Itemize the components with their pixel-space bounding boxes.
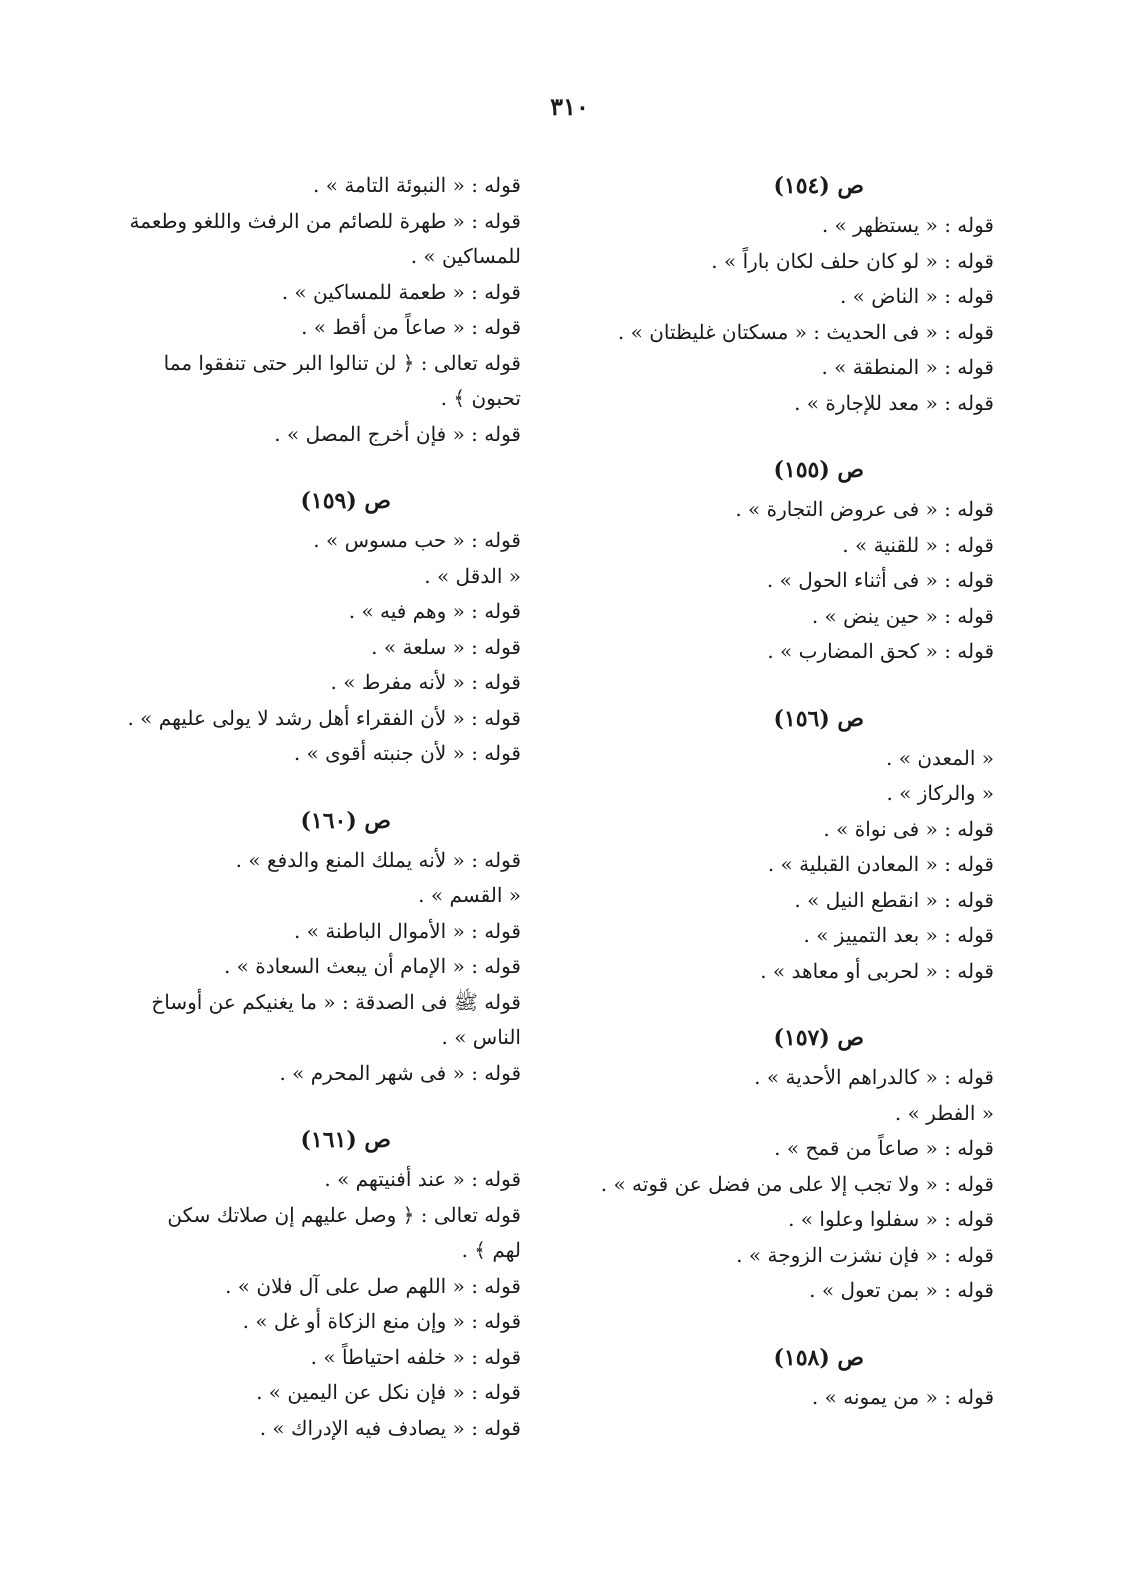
entry-line: قوله : « بمن تعول » .	[809, 1278, 994, 1302]
right-column	[544, 168, 994, 1446]
entry-line: قوله : « للقنية » .	[842, 532, 994, 557]
entry-line: قوله : « لأنه مفرط » .	[330, 670, 521, 694]
entry-line: قوله : « صاعاً من قمح » .	[774, 1136, 994, 1160]
entry-line: قوله : « صاعاً من أقط » .	[301, 315, 521, 339]
section	[126, 483, 521, 772]
entry-line: قوله : « وإن منع الزكاة أو غل » .	[242, 1309, 521, 1333]
entry-line: « المعدن » .	[886, 745, 994, 770]
entry-line: قوله : « النبوئة التامة » .	[313, 173, 521, 197]
entry-line: قوله : « فى نواة » .	[823, 816, 994, 841]
section	[126, 803, 521, 1092]
entry-line: قوله : « فى الحديث : « مسكتان غليظتان » .	[617, 319, 994, 344]
entry-line: « الدقل » .	[424, 563, 521, 588]
entry-line: قوله تعالى : ﴿ وصل عليهم إن صلاتك سكن	[167, 1202, 521, 1227]
entry-line: قوله : « سلعة » .	[371, 634, 521, 659]
section	[544, 1340, 994, 1416]
entry-line: قوله : « الناض » .	[839, 284, 994, 308]
entry-line: قوله : « انقطع النيل » .	[794, 887, 994, 912]
entry-line: قوله : « من يمونه » .	[811, 1384, 994, 1409]
entry-line: قوله : « وهم فيه » .	[348, 599, 521, 623]
section-heading: ص (١٥٥)	[773, 457, 864, 483]
entry-line: قوله : « لأن جنبته أقوى » .	[293, 741, 521, 765]
section-heading: ص (١٥٧)	[773, 1025, 864, 1051]
section-heading: ص (١٥٨)	[773, 1344, 864, 1371]
entry-line: قوله : « فى عروض التجارة » .	[735, 497, 994, 521]
entry-line: قوله : « لحربى أو معاهد » .	[760, 958, 994, 983]
section-heading: ص (١٥٦)	[773, 705, 864, 732]
entry-line: قوله : « يستظهر » .	[821, 213, 994, 237]
entry-line: قوله : « فى أثناء الحول » .	[766, 568, 994, 592]
entry-line: لهم ﴾ .	[461, 1238, 521, 1262]
entry-line: الناس » .	[441, 1025, 521, 1049]
entry-line: « والركاز » .	[886, 781, 994, 805]
entry-line: « القسم » .	[418, 883, 521, 907]
entry-line: قوله : « لو كان حلف لكان باراً » .	[711, 248, 994, 273]
entry-line: قوله : « طعمة للمساكين » .	[281, 279, 521, 304]
entry-line: تحبون ﴾ .	[440, 386, 521, 410]
entry-line: قوله : « طهرة للصائم من الرفث واللغو وطعمة	[129, 208, 521, 233]
entry-line: قوله : « لأن الفقراء أهل رشد لا يولى عليهم » .	[127, 705, 521, 730]
page-number: ٣١٠	[550, 92, 589, 121]
section-heading: ص (١٦٠)	[300, 807, 391, 834]
entry-line: قوله : « حين ينض » .	[811, 603, 994, 628]
entry-line: قوله : « فإن أخرج المصل » .	[274, 421, 521, 446]
section	[544, 1020, 994, 1309]
left-column	[126, 168, 521, 1477]
entry-line: قوله : « الإمام أن يبعث السعادة » .	[223, 954, 521, 978]
entry-line: « الفطر » .	[894, 1100, 994, 1125]
section	[126, 168, 521, 452]
entry-line: قوله : « حب مسوس » .	[313, 528, 521, 552]
entry-line: قوله : « فإن نشزت الزوجة » .	[736, 1242, 994, 1267]
entry-line: قوله : « خلفه احتياطاً » .	[310, 1344, 521, 1369]
section-heading: ص (١٦١)	[300, 1127, 391, 1153]
entry-line: قوله تعالى : ﴿ لن تنالوا البر حتى تنفقوا مما	[163, 350, 521, 375]
entry-line: قوله : « اللهم صل على آل فلان » .	[225, 1273, 521, 1298]
section	[544, 701, 994, 990]
entry-line: قوله : « كالدراهم الأحدية » .	[754, 1065, 994, 1089]
entry-line: قوله : « بعد التمييز » .	[803, 923, 994, 947]
section	[126, 1122, 521, 1446]
entry-line: قوله : « كحق المضارب » .	[767, 639, 994, 663]
entry-line: قوله : « عند أفنيتهم » .	[324, 1167, 521, 1191]
section-heading: ص (١٥٤)	[773, 173, 864, 199]
entry-line: قوله : « ولا تجب إلا على من فضل عن قوته » .	[600, 1171, 994, 1196]
entry-line: قوله : « فى شهر المحرم » .	[279, 1060, 521, 1085]
entry-line: قوله ﷺ فى الصدقة : « ما يغنيكم عن أوساخ	[151, 989, 521, 1014]
entry-line: قوله : « الأموال الباطنة » .	[294, 918, 521, 943]
section	[544, 452, 994, 670]
entry-line: قوله : « سفلوا وعلوا » .	[788, 1207, 994, 1231]
entry-line: قوله : « يصادف فيه الإدراك » .	[259, 1415, 521, 1440]
section	[544, 168, 994, 421]
entry-line: قوله : « المنطقة » .	[821, 355, 994, 379]
entry-line: قوله : « معد للإجارة » .	[794, 390, 994, 415]
entry-line: قوله : « فإن نكل عن اليمين » .	[256, 1380, 521, 1404]
entry-line: قوله : « المعادن القبلية » .	[767, 852, 994, 876]
entry-line: قوله : « لأنه يملك المنع والدفع » .	[235, 847, 521, 872]
section-heading: ص (١٥٩)	[300, 488, 391, 514]
entry-line: للمساكين » .	[410, 244, 521, 268]
